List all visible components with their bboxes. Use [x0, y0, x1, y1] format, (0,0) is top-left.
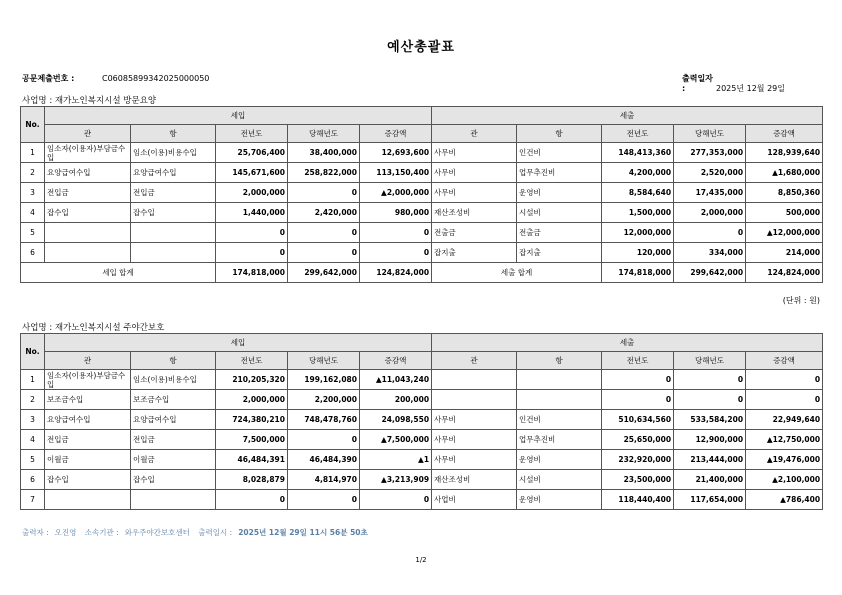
org-label: 소속기관 :	[84, 528, 119, 537]
table-row	[21, 203, 823, 223]
col-income-prev: 전년도	[216, 352, 288, 370]
income-prev: 145,671,600	[216, 163, 288, 183]
table-row	[21, 183, 823, 203]
expense-gwan: 사업비	[432, 490, 517, 510]
expense-gwan	[432, 370, 517, 390]
expense-prev: 4,200,000	[602, 163, 674, 183]
expense-prev: 8,584,640	[602, 183, 674, 203]
income-gwan: 요양급여수입	[45, 163, 131, 183]
expense-hang: 시설비	[517, 203, 602, 223]
income-diff: 0	[360, 223, 432, 243]
col-expense-gwan: 관	[432, 352, 517, 370]
table-row	[21, 470, 823, 490]
table-row	[21, 390, 823, 410]
income-prev: 0	[216, 223, 288, 243]
col-expense-gwan: 관	[432, 125, 517, 143]
expense-diff: ▲2,100,000	[746, 470, 823, 490]
income-gwan: 요양급여수입	[45, 410, 131, 430]
printer-label: 출력자 :	[22, 528, 49, 537]
income-hang: 임소(이용)비용수입	[131, 143, 216, 163]
print-date-label: 출력일자 :	[682, 74, 713, 93]
col-income-prev: 전년도	[216, 125, 288, 143]
expense-prev: 25,650,000	[602, 430, 674, 450]
income-total-label: 세입 합계	[21, 263, 216, 283]
col-expense-diff: 증감액	[746, 125, 823, 143]
page-number: 1/2	[415, 556, 427, 564]
income-curr: 4,814,970	[288, 470, 360, 490]
income-gwan: 전입금	[45, 183, 131, 203]
col-income-gwan: 관	[45, 352, 131, 370]
income-header: 세입	[45, 334, 432, 352]
row-no: 5	[21, 223, 45, 243]
expense-gwan: 사무비	[432, 450, 517, 470]
table-row	[21, 490, 823, 510]
document-title: 예산총괄표	[387, 40, 455, 55]
income-curr: 2,200,000	[288, 390, 360, 410]
expense-gwan: 사무비	[432, 143, 517, 163]
income-curr: 38,400,000	[288, 143, 360, 163]
expense-prev: 120,000	[602, 243, 674, 263]
table-row	[21, 163, 823, 183]
expense-diff: 214,000	[746, 243, 823, 263]
print-time-value: 2025년 12월 29일 11시 56분 50초	[238, 528, 368, 537]
org-name: 와우주야간보호센터	[124, 528, 190, 537]
income-curr: 0	[288, 183, 360, 203]
expense-gwan: 잡지출	[432, 243, 517, 263]
table-total-row	[21, 263, 823, 283]
income-diff: ▲2,000,000	[360, 183, 432, 203]
income-prev: 2,000,000	[216, 390, 288, 410]
expense-diff: 0	[746, 390, 823, 410]
col-income-diff: 증감액	[360, 352, 432, 370]
expense-hang: 인건비	[517, 143, 602, 163]
row-no: 3	[21, 183, 45, 203]
expense-gwan: 사무비	[432, 183, 517, 203]
col-income-hang: 항	[131, 125, 216, 143]
facility-1-label: 사업명 :	[22, 96, 53, 106]
income-curr: 0	[288, 223, 360, 243]
expense-curr: 213,444,000	[674, 450, 746, 470]
row-no: 4	[21, 430, 45, 450]
row-no: 7	[21, 490, 45, 510]
expense-curr: 0	[674, 390, 746, 410]
print-footer	[22, 527, 374, 538]
expense-diff: ▲19,476,000	[746, 450, 823, 470]
budget-table-2	[20, 333, 823, 510]
income-total-curr: 299,642,000	[288, 263, 360, 283]
expense-curr: 0	[674, 370, 746, 390]
income-hang: 이월금	[131, 450, 216, 470]
income-prev: 1,440,000	[216, 203, 288, 223]
expense-hang: 전출금	[517, 223, 602, 243]
income-gwan: 이월금	[45, 450, 131, 470]
expense-diff: 500,000	[746, 203, 823, 223]
income-hang: 요양급여수입	[131, 410, 216, 430]
table-row	[21, 243, 823, 263]
col-no: No.	[21, 107, 45, 143]
facility-1	[22, 94, 156, 106]
row-no: 3	[21, 410, 45, 430]
row-no: 4	[21, 203, 45, 223]
expense-prev: 0	[602, 370, 674, 390]
income-gwan: 보조금수입	[45, 390, 131, 410]
col-no: No.	[21, 334, 45, 370]
expense-gwan	[432, 390, 517, 410]
expense-hang: 잡지출	[517, 243, 602, 263]
expense-curr: 2,520,000	[674, 163, 746, 183]
expense-diff: ▲786,400	[746, 490, 823, 510]
table-row	[21, 223, 823, 243]
income-prev: 0	[216, 490, 288, 510]
income-gwan: 잡수입	[45, 470, 131, 490]
income-diff: ▲11,043,240	[360, 370, 432, 390]
income-gwan	[45, 490, 131, 510]
expense-prev: 0	[602, 390, 674, 410]
income-gwan: 임소자(이용자)부담금수입	[45, 370, 131, 390]
income-gwan: 전입금	[45, 430, 131, 450]
col-expense-hang: 항	[517, 352, 602, 370]
expense-hang	[517, 390, 602, 410]
col-income-gwan: 관	[45, 125, 131, 143]
row-no: 6	[21, 243, 45, 263]
expense-diff: 22,949,640	[746, 410, 823, 430]
col-income-curr: 당해년도	[288, 125, 360, 143]
printer-name: 오진영	[54, 528, 77, 537]
income-header: 세입	[45, 107, 432, 125]
income-curr: 199,162,080	[288, 370, 360, 390]
expense-total-diff: 124,824,000	[746, 263, 823, 283]
expense-diff: ▲1,680,000	[746, 163, 823, 183]
expense-curr: 334,000	[674, 243, 746, 263]
expense-hang: 운영비	[517, 490, 602, 510]
expense-curr: 533,584,200	[674, 410, 746, 430]
income-diff: 113,150,400	[360, 163, 432, 183]
income-gwan	[45, 243, 131, 263]
doc-number-label: 공문제출번호 :	[22, 74, 75, 83]
expense-prev: 12,000,000	[602, 223, 674, 243]
expense-hang: 업무추진비	[517, 430, 602, 450]
expense-curr: 21,400,000	[674, 470, 746, 490]
income-prev: 7,500,000	[216, 430, 288, 450]
income-curr: 46,484,390	[288, 450, 360, 470]
income-prev: 46,484,391	[216, 450, 288, 470]
expense-curr: 17,435,000	[674, 183, 746, 203]
table-row	[21, 370, 823, 390]
expense-curr: 277,353,000	[674, 143, 746, 163]
doc-number-value: C06085899342025000050	[102, 74, 210, 83]
income-hang: 잡수입	[131, 203, 216, 223]
income-hang	[131, 223, 216, 243]
expense-prev: 148,413,360	[602, 143, 674, 163]
income-hang: 요양급여수입	[131, 163, 216, 183]
income-diff: 24,098,550	[360, 410, 432, 430]
col-expense-prev: 전년도	[602, 125, 674, 143]
col-expense-diff: 증감액	[746, 352, 823, 370]
income-diff: ▲7,500,000	[360, 430, 432, 450]
income-hang	[131, 490, 216, 510]
income-total-prev: 174,818,000	[216, 263, 288, 283]
facility-2	[22, 321, 164, 333]
income-gwan: 임소자(이용자)부담금수입	[45, 143, 131, 163]
expense-hang	[517, 370, 602, 390]
income-gwan: 잡수입	[45, 203, 131, 223]
expense-diff: 8,850,360	[746, 183, 823, 203]
unit-label: (단위 : 원)	[782, 296, 820, 305]
expense-header: 세출	[432, 334, 823, 352]
table-row	[21, 430, 823, 450]
income-hang: 보조금수입	[131, 390, 216, 410]
table-row	[21, 143, 823, 163]
facility-2-label: 사업명 :	[22, 323, 53, 333]
expense-gwan: 사무비	[432, 430, 517, 450]
income-hang: 전입금	[131, 183, 216, 203]
income-curr: 748,478,760	[288, 410, 360, 430]
row-no: 2	[21, 163, 45, 183]
expense-gwan: 사무비	[432, 163, 517, 183]
income-diff: ▲3,213,909	[360, 470, 432, 490]
print-date	[682, 73, 785, 94]
expense-diff: 0	[746, 370, 823, 390]
income-prev: 724,380,210	[216, 410, 288, 430]
budget-table-1	[20, 106, 823, 283]
expense-curr: 117,654,000	[674, 490, 746, 510]
row-no: 6	[21, 470, 45, 490]
income-curr: 2,420,000	[288, 203, 360, 223]
expense-prev: 23,500,000	[602, 470, 674, 490]
income-prev: 25,706,400	[216, 143, 288, 163]
income-diff: 12,693,600	[360, 143, 432, 163]
row-no: 1	[21, 370, 45, 390]
income-hang: 전입금	[131, 430, 216, 450]
expense-gwan: 재산조성비	[432, 203, 517, 223]
row-no: 1	[21, 143, 45, 163]
expense-gwan: 전출금	[432, 223, 517, 243]
table-row	[21, 410, 823, 430]
expense-prev: 1,500,000	[602, 203, 674, 223]
income-diff: 980,000	[360, 203, 432, 223]
income-prev: 2,000,000	[216, 183, 288, 203]
expense-hang: 시설비	[517, 470, 602, 490]
print-date-value: 2025년 12월 29일	[716, 84, 785, 93]
row-no: 2	[21, 390, 45, 410]
income-hang	[131, 243, 216, 263]
income-hang: 임소(이용)비용수입	[131, 370, 216, 390]
expense-diff: ▲12,750,000	[746, 430, 823, 450]
facility-2-name: 재가노인복지시설 주야간보호	[54, 323, 165, 333]
income-diff: 0	[360, 490, 432, 510]
expense-total-label: 세출 합계	[432, 263, 602, 283]
income-prev: 8,028,879	[216, 470, 288, 490]
table-row	[21, 450, 823, 470]
expense-prev: 232,920,000	[602, 450, 674, 470]
expense-hang: 업무추진비	[517, 163, 602, 183]
col-expense-hang: 항	[517, 125, 602, 143]
income-diff: ▲1	[360, 450, 432, 470]
income-diff: 0	[360, 243, 432, 263]
expense-prev: 510,634,560	[602, 410, 674, 430]
income-curr: 0	[288, 430, 360, 450]
expense-curr: 2,000,000	[674, 203, 746, 223]
income-gwan	[45, 223, 131, 243]
income-prev: 0	[216, 243, 288, 263]
col-expense-curr: 당해년도	[674, 352, 746, 370]
income-curr: 0	[288, 243, 360, 263]
expense-curr: 12,900,000	[674, 430, 746, 450]
col-income-diff: 증감액	[360, 125, 432, 143]
income-total-diff: 124,824,000	[360, 263, 432, 283]
print-time-label: 출력일시 :	[198, 528, 233, 537]
doc-number	[22, 73, 209, 84]
col-expense-prev: 전년도	[602, 352, 674, 370]
expense-hang: 운영비	[517, 183, 602, 203]
expense-gwan: 재산조성비	[432, 470, 517, 490]
expense-total-prev: 174,818,000	[602, 263, 674, 283]
expense-diff: ▲12,000,000	[746, 223, 823, 243]
expense-hang: 인건비	[517, 410, 602, 430]
facility-1-name: 재가노인복지시설 방문요양	[54, 96, 157, 106]
expense-total-curr: 299,642,000	[674, 263, 746, 283]
expense-header: 세출	[432, 107, 823, 125]
income-curr: 258,822,000	[288, 163, 360, 183]
col-expense-curr: 당해년도	[674, 125, 746, 143]
expense-gwan: 사무비	[432, 410, 517, 430]
col-income-hang: 항	[131, 352, 216, 370]
income-prev: 210,205,320	[216, 370, 288, 390]
row-no: 5	[21, 450, 45, 470]
income-curr: 0	[288, 490, 360, 510]
income-diff: 200,000	[360, 390, 432, 410]
income-hang: 잡수입	[131, 470, 216, 490]
col-income-curr: 당해년도	[288, 352, 360, 370]
expense-prev: 118,440,400	[602, 490, 674, 510]
expense-hang: 운영비	[517, 450, 602, 470]
expense-diff: 128,939,640	[746, 143, 823, 163]
expense-curr: 0	[674, 223, 746, 243]
